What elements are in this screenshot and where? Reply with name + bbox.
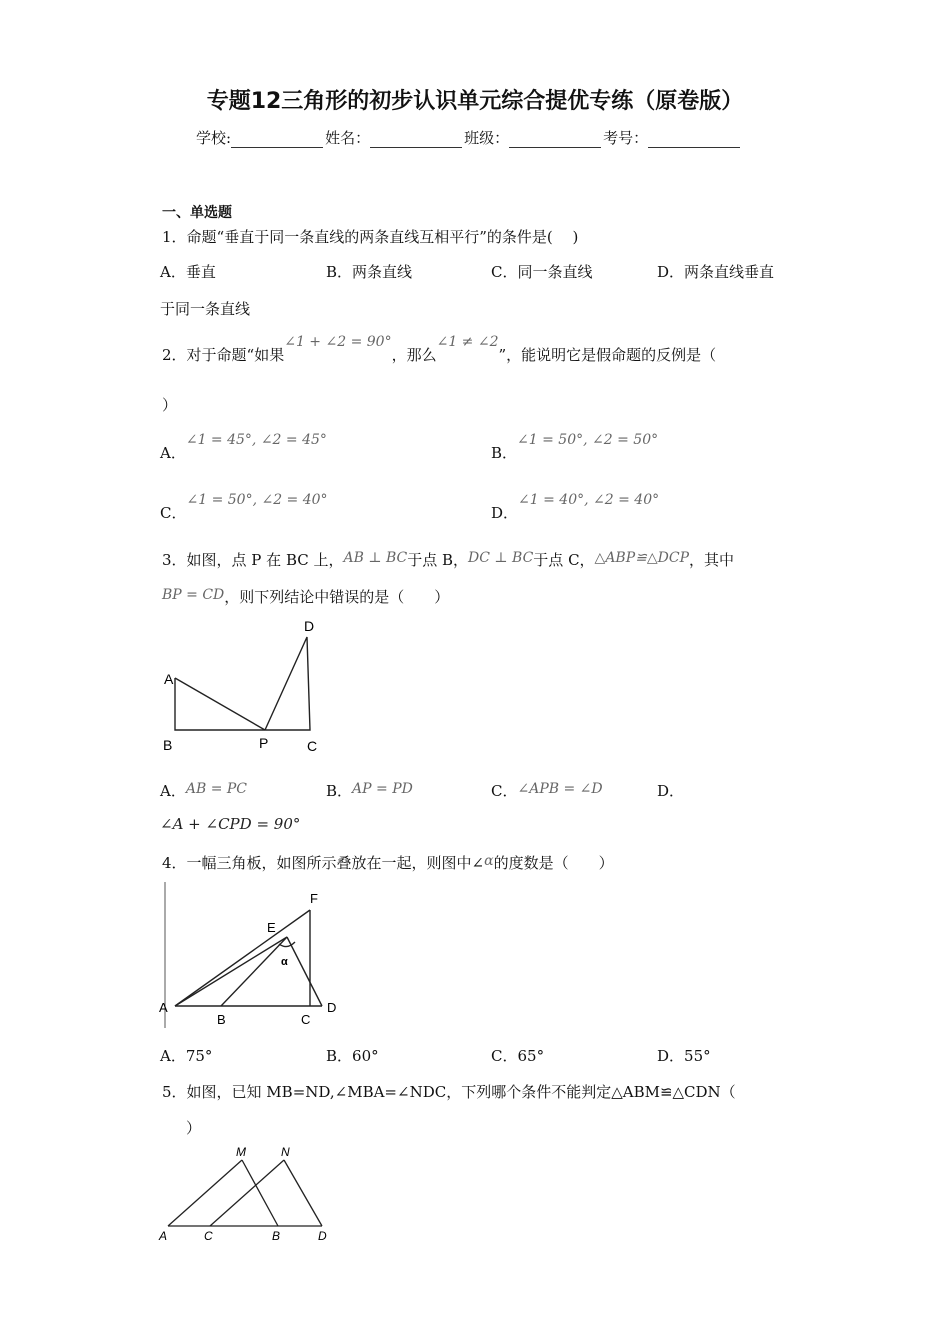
q3-c-math: ∠APB = ∠D <box>517 781 603 797</box>
q3-math-2: DC ⊥ BC <box>468 550 534 566</box>
q5-label-c: C <box>204 1229 213 1243</box>
q1-stem: 1．命题“垂直于同一条直线的两条直线互相平行”的条件是( ) <box>162 228 579 246</box>
q2-d-math: ∠1 = 40°, ∠2 = 40° <box>518 492 660 508</box>
q2-stem-c: ”，能说明它是假命题的反例是（ <box>498 346 717 364</box>
q4-math-alpha: α <box>484 853 494 869</box>
q3-d-math: ∠A + ∠CPD = 90° <box>160 815 301 833</box>
q2-b-math: ∠1 = 50°, ∠2 = 50° <box>517 432 659 448</box>
q3-s2: 于点 B， <box>407 551 469 569</box>
q2-a-label: A． <box>160 444 186 462</box>
q2-stem-b: ，那么 <box>391 346 437 364</box>
q4-label-d: D <box>327 1000 337 1015</box>
q3-label-b: B <box>163 737 173 753</box>
q2-stem <box>162 334 717 365</box>
q2-option-b <box>491 432 659 463</box>
q4-label-e: E <box>267 920 276 935</box>
q2-option-c <box>160 492 328 523</box>
q4-label-a: A <box>159 1000 168 1015</box>
q3-s5: ，则下列结论中错误的是（ ） <box>224 588 450 606</box>
q4-option-b: B．60° <box>326 1047 379 1065</box>
page-title: 专题12三角形的初步认识单元综合提优专练（原卷版） <box>206 89 744 114</box>
q3-option-d: D． <box>657 782 685 800</box>
q2-d-label: D． <box>491 504 519 522</box>
q4-s1: 4．一幅三角板，如图所示叠放在一起，则图中∠ <box>162 854 485 872</box>
q2-stem-a: 2．对于命题“如果 <box>162 346 285 364</box>
q3-label-c: C <box>307 738 318 754</box>
q5-stem-end: ） <box>186 1119 202 1137</box>
class-blank <box>509 133 601 148</box>
q1-option-c: C．同一条直线 <box>491 263 593 281</box>
q2-option-d <box>491 492 660 523</box>
q3-s1: 3．如图，点 P 在 BC 上， <box>162 551 344 569</box>
exam-no-blank <box>648 133 740 148</box>
q2-stem-end: ） <box>162 396 178 414</box>
q3-option-b <box>326 780 413 801</box>
q3-c-label: C． <box>491 782 518 800</box>
q4-s2: 的度数是（ ） <box>493 854 614 872</box>
q3-label-d: D <box>304 618 315 634</box>
q2-c-math: ∠1 = 50°, ∠2 = 40° <box>186 492 328 508</box>
q4-figure <box>155 880 355 1030</box>
q3-option-a <box>160 780 247 801</box>
q3-label-a: A <box>164 671 174 687</box>
q5-label-d: D <box>318 1229 327 1243</box>
q4-label-b: B <box>217 1012 226 1027</box>
q5-label-a: A <box>159 1229 168 1243</box>
q1-option-b: B．两条直线 <box>326 263 413 281</box>
q3-s3: 于点 C， <box>533 551 595 569</box>
q5-figure <box>150 1140 350 1250</box>
q3-option-c <box>491 780 603 801</box>
q5-stem: 5．如图，已知 MB=ND,∠MBA=∠NDC，下列哪个条件不能判定△ABM≌△CDN（ <box>162 1083 736 1101</box>
q3-stem-line2 <box>162 586 449 607</box>
exam-no-label: 考号： <box>603 129 649 147</box>
school-label: 学校: <box>196 129 232 147</box>
q3-a-label: A． <box>160 782 186 800</box>
q5-label-b: B <box>272 1229 281 1243</box>
q2-math-1: ∠1 + ∠2 = 90° <box>284 334 392 350</box>
q3-option-d-math <box>160 815 300 833</box>
q4-option-d: D．55° <box>657 1047 711 1065</box>
q3-a-math: AB = PC <box>185 781 248 797</box>
q3-math-3: △ABP≌△DCP <box>594 550 689 566</box>
q4-label-f: F <box>310 891 318 906</box>
name-label: 姓名： <box>325 129 371 147</box>
q4-label-c: C <box>301 1012 311 1027</box>
section-heading: 一、单选题 <box>162 205 232 221</box>
school-blank <box>231 133 323 148</box>
class-label: 班级： <box>464 129 510 147</box>
q2-b-label: B． <box>491 444 518 462</box>
q4-option-a: A．75° <box>160 1047 213 1065</box>
q2-math-2: ∠1 ≠ ∠2 <box>436 334 499 350</box>
q1-option-d: D．两条直线垂直 <box>657 263 775 281</box>
q3-label-p: P <box>259 735 269 751</box>
q3-figure <box>155 610 335 760</box>
student-info <box>196 127 742 148</box>
q2-option-a <box>160 432 327 463</box>
q5-label-n: N <box>281 1145 290 1159</box>
q3-b-label: B． <box>326 782 353 800</box>
q1-option-d-cont: 于同一条直线 <box>160 300 251 318</box>
q4-label-alpha: α <box>281 956 288 968</box>
q3-b-math: AP = PD <box>352 781 413 797</box>
q3-s4: ，其中 <box>689 551 735 569</box>
q2-c-label: C． <box>160 504 187 522</box>
q2-a-math: ∠1 = 45°, ∠2 = 45° <box>185 432 327 448</box>
q4-stem <box>162 852 614 873</box>
q3-math-1: AB ⊥ BC <box>343 550 408 566</box>
q5-label-m: M <box>236 1145 246 1159</box>
q3-math-4: BP = CD <box>162 587 225 603</box>
name-blank <box>370 133 462 148</box>
q1-option-a: A．垂直 <box>160 263 216 281</box>
q3-stem <box>162 549 734 570</box>
q4-option-c: C．65° <box>491 1047 545 1065</box>
